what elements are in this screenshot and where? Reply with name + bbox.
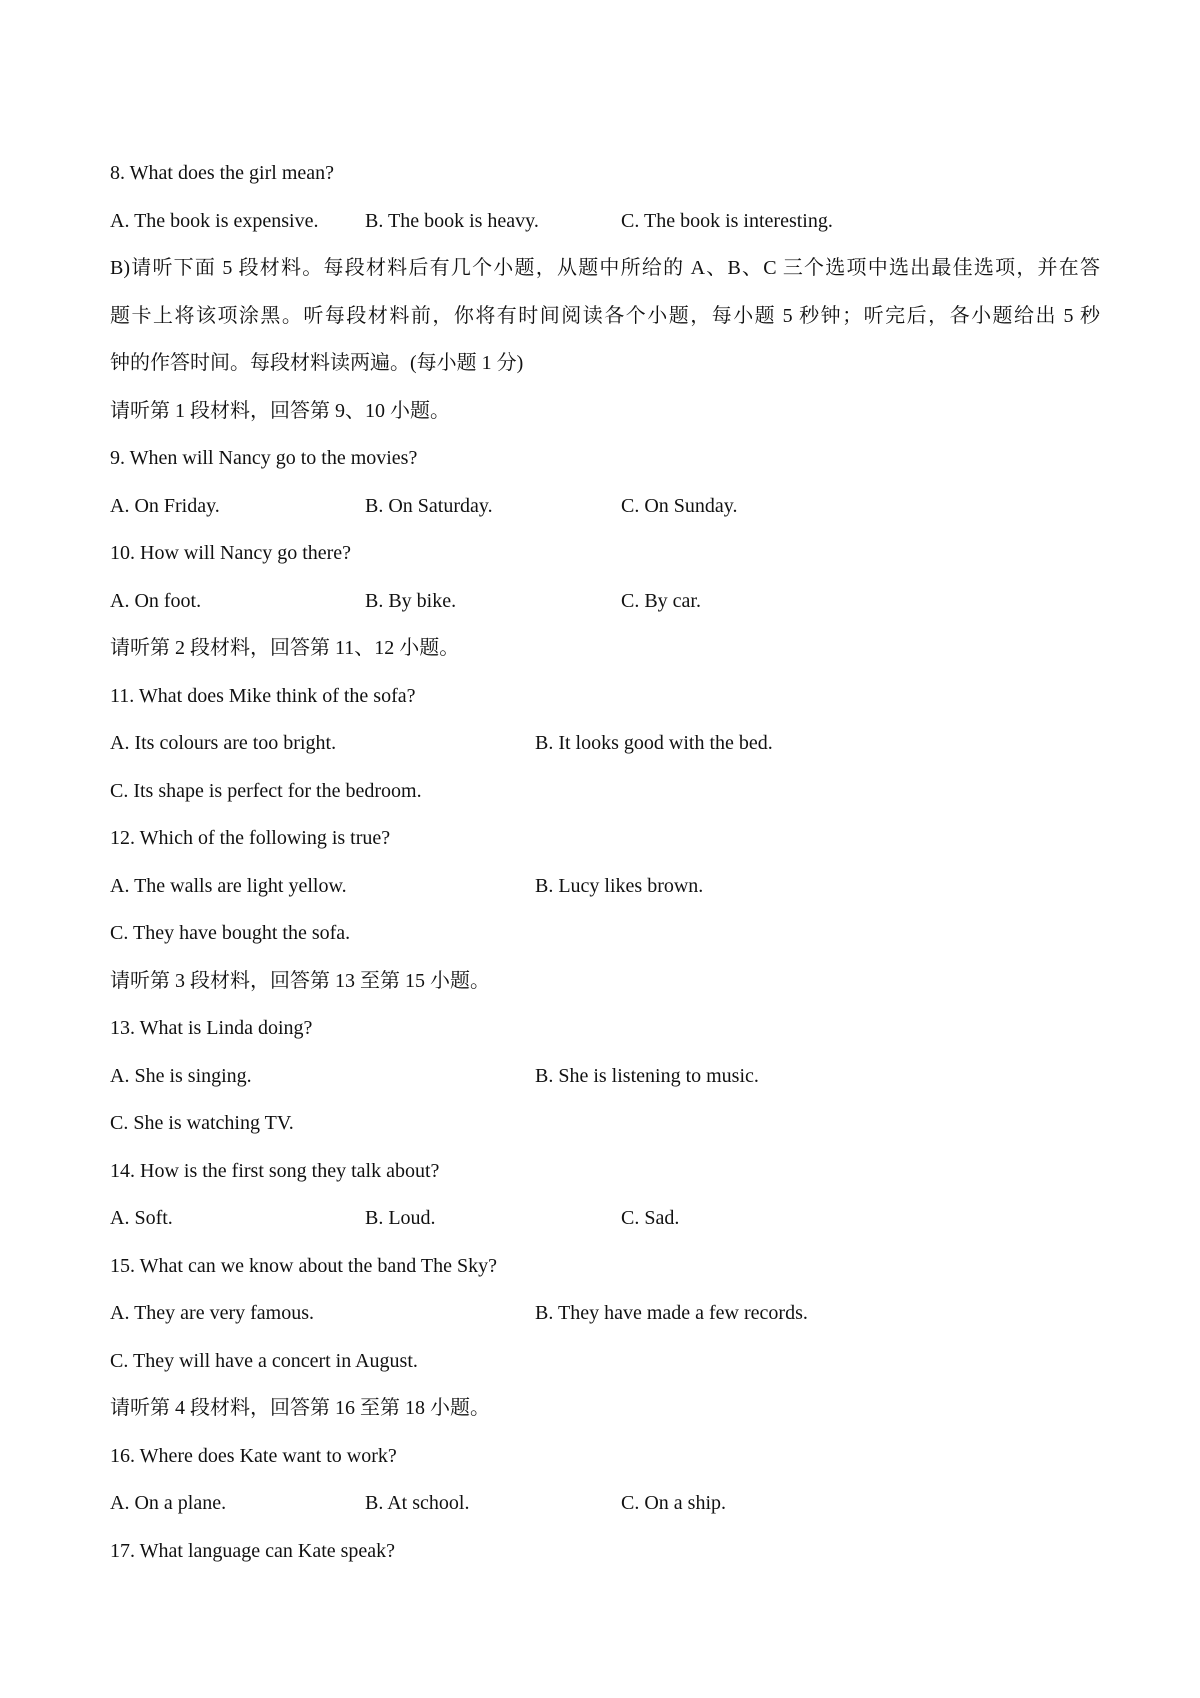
option-c: C. By car. [621, 589, 701, 612]
option-c: C. She is watching TV. [110, 1112, 294, 1134]
options-8 [110, 198, 1100, 246]
option-a: A. Its colours are too bright. [110, 732, 337, 754]
section-b-instructions-line-1: B)请听下面 5 段材料。每段材料后有几个小题，从题中所给的 A、B、C 三个选项中选出最佳选项，并在答 [110, 257, 1100, 279]
option-b: B. Lucy likes brown. [535, 874, 704, 897]
option-b: B. She is listening to music. [535, 1064, 759, 1087]
question-14: 14. How is the first song they talk about? [110, 1159, 440, 1182]
option-c: C. Its shape is perfect for the bedroom. [110, 779, 422, 802]
options-14 [110, 1195, 1100, 1243]
segment-2-heading: 请听第 2 段材料，回答第 11、12 小题。 [110, 637, 460, 659]
option-b: B. At school. [365, 1492, 470, 1514]
question-16: 16. Where does Kate want to work? [110, 1444, 397, 1467]
option-c: C. On a ship. [621, 1492, 726, 1514]
option-a: A. The walls are light yellow. [110, 874, 347, 897]
options-13-row-1 [110, 1053, 1100, 1101]
options-10 [110, 578, 1100, 626]
section-b-instructions-line-3: 钟的作答时间。每段材料读两遍。(每小题 1 分) [110, 352, 524, 374]
option-a: A. The book is expensive. [110, 209, 319, 232]
option-c: C. The book is interesting. [621, 209, 833, 232]
segment-4-heading: 请听第 4 段材料，回答第 16 至第 18 小题。 [110, 1397, 490, 1419]
option-b: B. On Saturday. [365, 494, 493, 517]
question-8: 8. What does the girl mean? [110, 162, 335, 184]
section-b-instructions-line-2: 题卡上将该项涂黑。听每段材料前，你将有时间阅读各个小题，每小题 5 秒钟；听完后，各小题给出 5 秒 [110, 304, 1100, 327]
option-c: C. On Sunday. [621, 494, 738, 517]
question-17: 17. What language can Kate speak? [110, 1539, 396, 1562]
option-b: B. By bike. [365, 589, 457, 612]
option-b: B. They have made a few records. [535, 1302, 808, 1324]
option-a: A. They are very famous. [110, 1302, 315, 1324]
question-9: 9. When will Nancy go to the movies? [110, 447, 418, 469]
option-a: A. On a plane. [110, 1492, 227, 1514]
segment-1-heading: 请听第 1 段材料，回答第 9、10 小题。 [110, 399, 450, 422]
option-c: C. They will have a concert in August. [110, 1349, 418, 1372]
option-a: A. On foot. [110, 589, 202, 612]
option-a: A. She is singing. [110, 1064, 252, 1087]
option-b: B. Loud. [365, 1207, 436, 1229]
question-12: 12. Which of the following is true? [110, 827, 391, 849]
option-a: A. On Friday. [110, 494, 220, 517]
question-13: 13. What is Linda doing? [110, 1017, 313, 1039]
option-a: A. Soft. [110, 1207, 173, 1229]
option-b: B. It looks good with the bed. [535, 732, 773, 754]
options-12-row-1 [110, 863, 1100, 911]
options-9 [110, 483, 1100, 531]
question-11: 11. What does Mike think of the sofa? [110, 684, 416, 707]
segment-3-heading: 请听第 3 段材料，回答第 13 至第 15 小题。 [110, 969, 490, 992]
options-16 [110, 1480, 1100, 1528]
listening-section [110, 150, 1100, 1575]
question-10: 10. How will Nancy go there? [110, 542, 352, 564]
option-c: C. Sad. [621, 1207, 680, 1229]
options-15-row-1 [110, 1290, 1100, 1338]
options-11-row-1 [110, 720, 1100, 768]
option-b: B. The book is heavy. [365, 209, 539, 232]
option-c: C. They have bought the sofa. [110, 922, 351, 944]
question-15: 15. What can we know about the band The Sky? [110, 1254, 497, 1277]
